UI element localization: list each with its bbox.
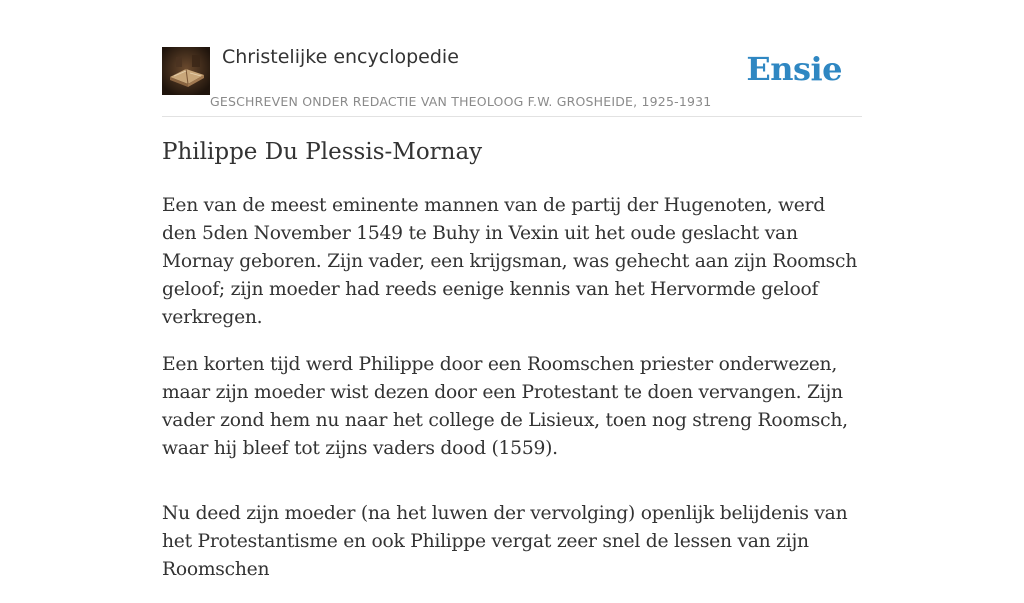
site-name-link[interactable]: Christelijke encyclopedie (222, 46, 459, 68)
article-body (162, 192, 862, 603)
site-header (162, 0, 862, 117)
article-paragraph: Een van de meest eminente mannen van de partij der Hugenoten, werd den 5den November 1549 te Buhy in Vexin uit het oude geslacht van Mornay geboren. Zijn vader, een krijgsman, was gehecht aan zijn Roomsch geloof; zijn moeder had reeds eenige kennis van het Hervormde geloof verkregen. (162, 195, 858, 328)
article-paragraph: Nu deed zijn moeder (na het luwen der vervolging) openlijk belijdenis van het Protestantisme en ook Philippe vergat zeer snel de lessen van zijn Roomschen (162, 503, 848, 580)
ensie-logo-link[interactable]: Ensie (746, 50, 842, 88)
page-container (162, 0, 862, 580)
article-title: Philippe Du Plessis-Mornay (162, 139, 483, 165)
avatar[interactable] (162, 47, 210, 95)
article-paragraph: Een korten tijd werd Philippe door een Roomschen priester onderwezen, maar zijn moeder wist dezen door een Protestant te doen vervangen. Zijn vader zond hem nu naar het college de Lisieux, toen nog streng Roomsch, waar hij bleef tot zijns vaders dood (1559). (162, 354, 848, 459)
book-photo-icon (162, 47, 210, 95)
site-subtitle: GESCHREVEN ONDER REDACTIE VAN THEOLOOG F.W. GROSHEIDE, 1925-1931 (210, 94, 712, 109)
